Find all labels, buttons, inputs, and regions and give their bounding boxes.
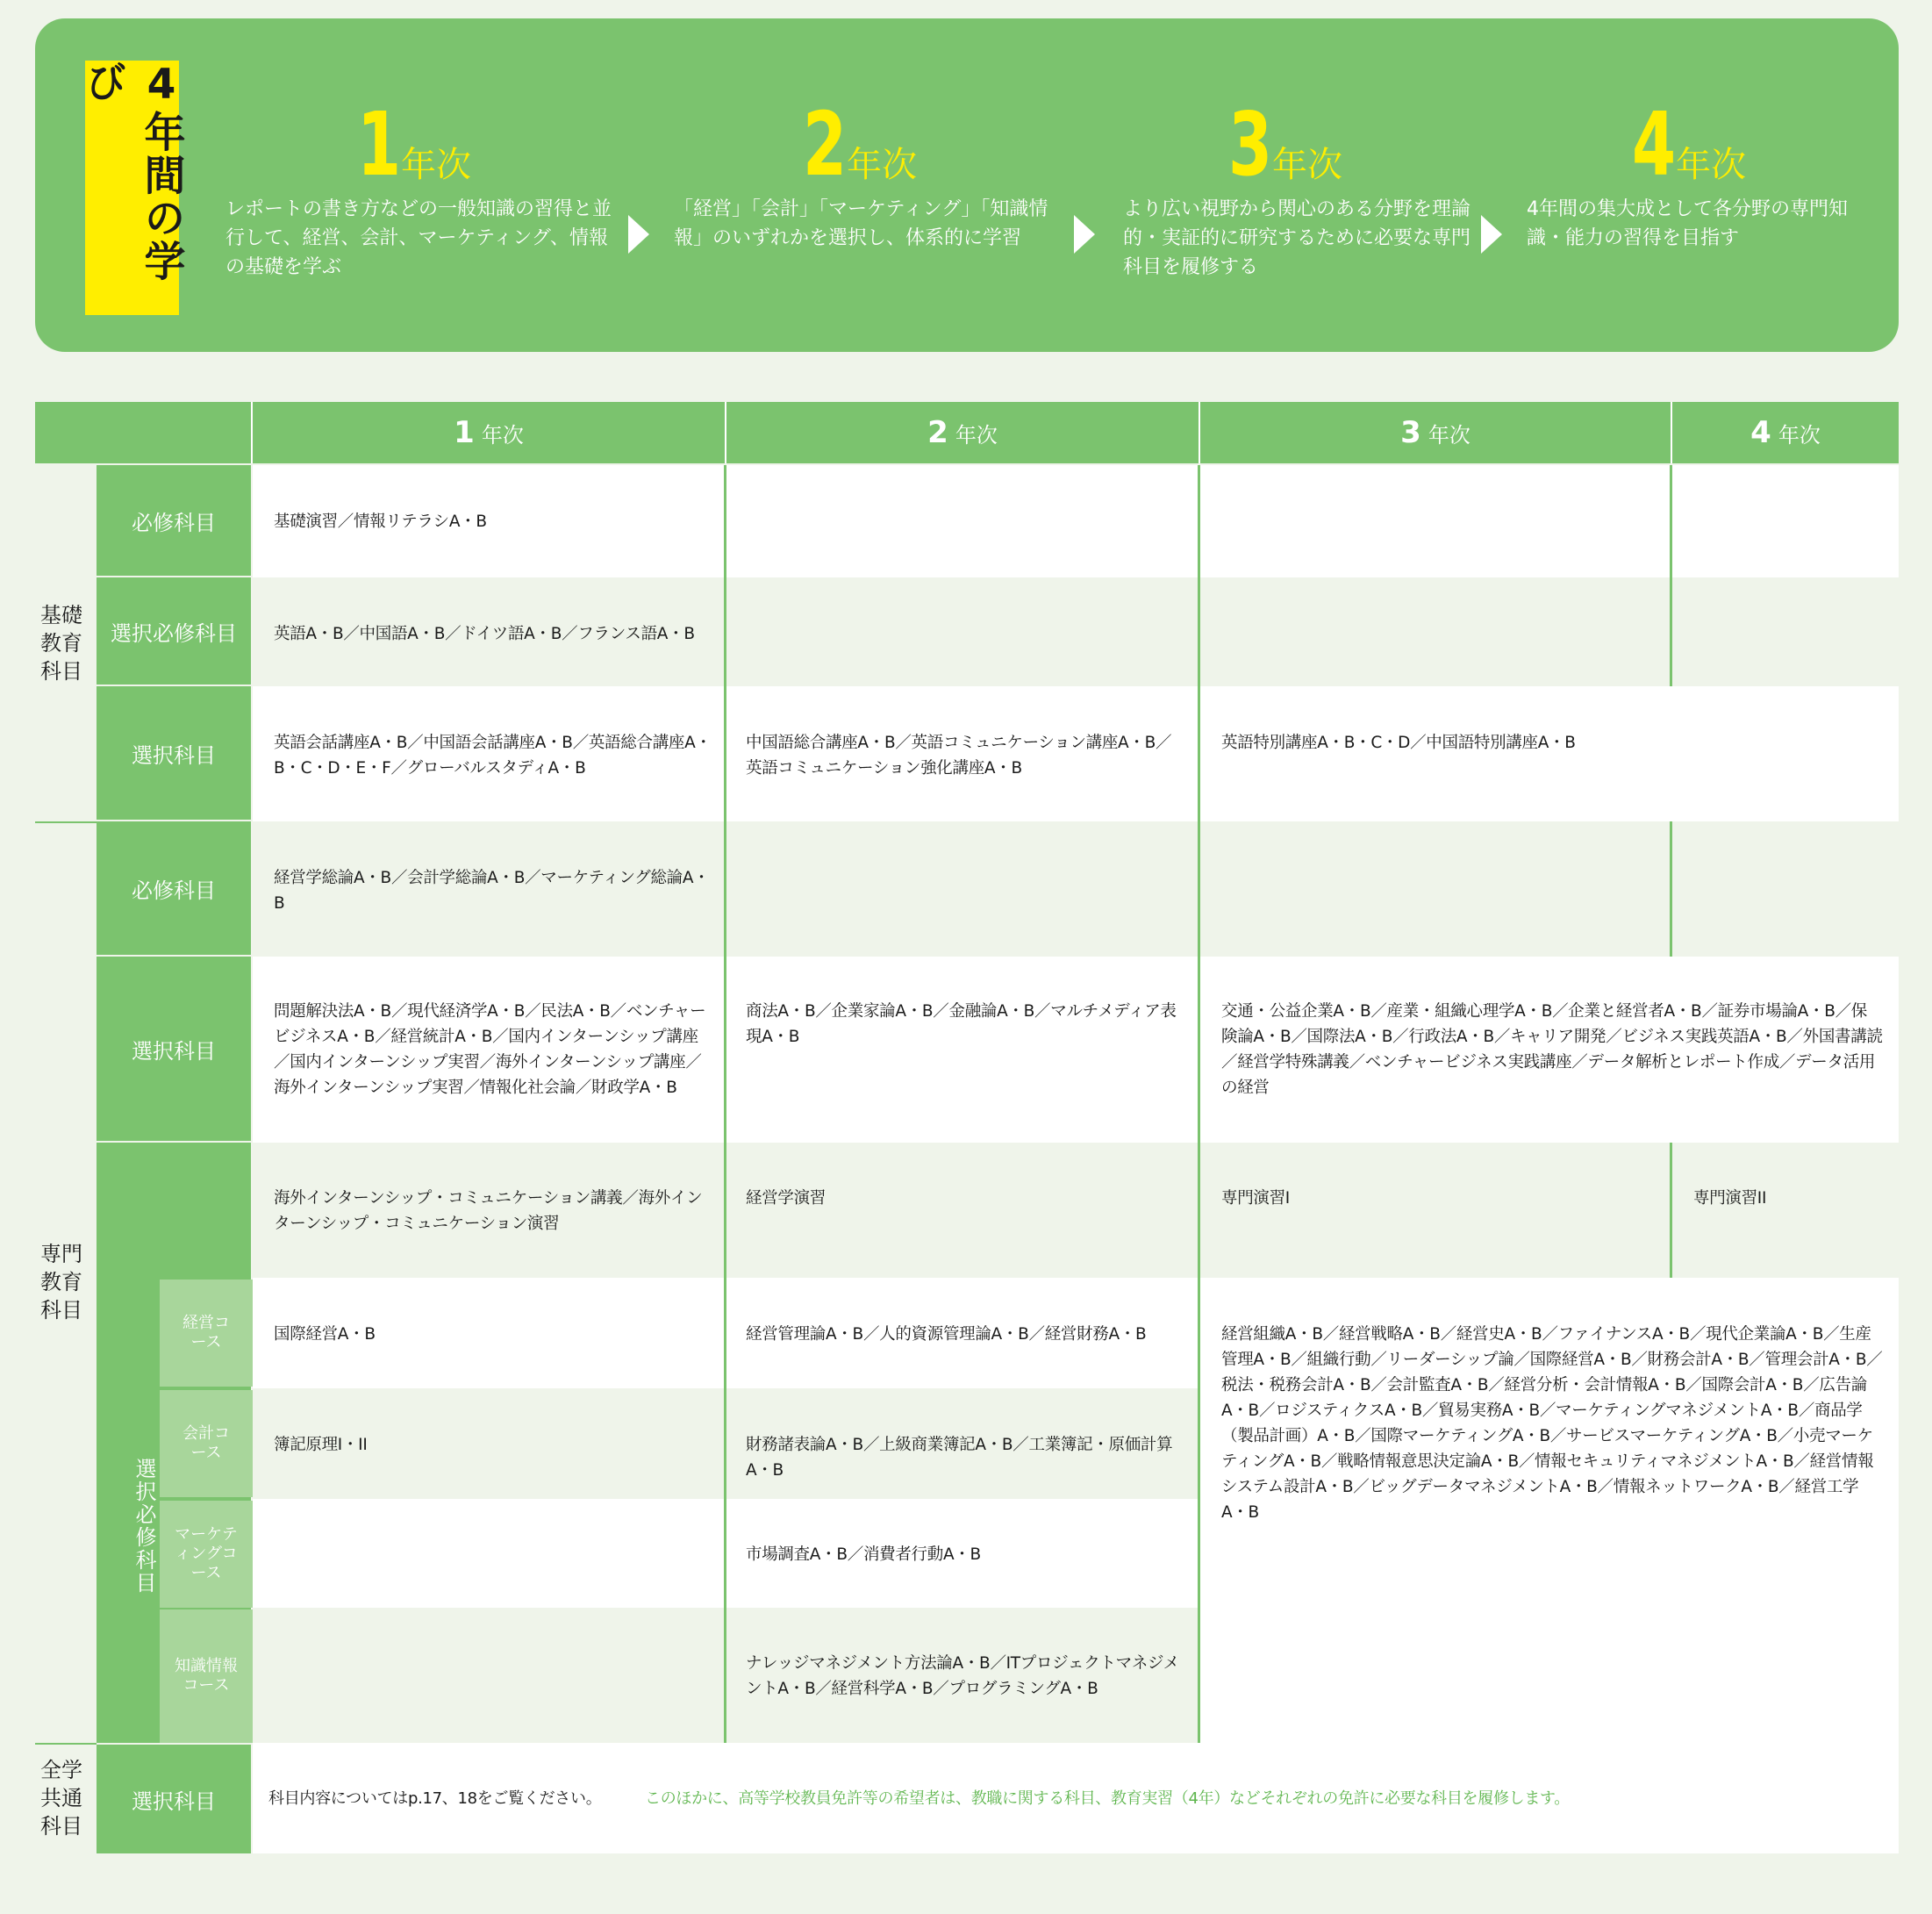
- course-list: 中国語総合講座A・B／英語コミュニケーション講座A・B／英語コミュニケーション強化講座A・B: [746, 734, 1172, 778]
- year-2-summary: [674, 93, 1051, 253]
- category-elective-required: 選択必修科目: [97, 577, 251, 685]
- course-list: ナレッジマネジメント方法論A・B／ITプロジェクトマネジメントA・B／経営科学A・B／プログラミングA・B: [746, 1654, 1179, 1698]
- year-label: 年次: [1676, 145, 1746, 185]
- category-elective-required-vertical: 選択必修科目: [132, 1458, 156, 1595]
- year-label: 年次: [847, 145, 917, 185]
- course-list: 英語特別講座A・B・C・D／中国語特別講座A・B: [1221, 734, 1576, 752]
- course-list: 経営学演習: [746, 1189, 826, 1208]
- header-year-3: 3 年次: [1400, 415, 1470, 450]
- course-management: 経営コース: [160, 1280, 253, 1387]
- group-basic-education: 基礎教育科目: [40, 603, 82, 684]
- course-list: 問題解決法A・B／現代経済学A・B／民法A・B／ベンチャービジネスA・B／経営統計A・B／国内インターンシップ講座／国内インターンシップ実習／海外インターンシップ講座／海外インターンシップ実習／情報化社会論／財政学A・B: [274, 1002, 706, 1097]
- year-number: 3: [1228, 93, 1273, 196]
- year-number: 4: [1632, 93, 1677, 196]
- teacher-license-note: このほかに、高等学校教員免許等の希望者は、教職に関する科目、教育実習（4年）などそれぞれの免許に必要な科目を履修します。: [645, 1789, 1571, 1808]
- category-elective: 選択科目: [97, 686, 251, 820]
- header-year-2: 2 年次: [927, 415, 998, 450]
- column-divider: [1670, 465, 1672, 686]
- common-elective-note: 科目内容についてはp.17、18をご覧ください。: [268, 1789, 602, 1808]
- group-specialized-education: 専門教育科目: [40, 1242, 82, 1323]
- course-list: 基礎演習／情報リテラシA・B: [274, 513, 487, 531]
- header-divider: [1199, 402, 1200, 463]
- header-year-4: 4 年次: [1750, 415, 1821, 450]
- course-list: 英語会話講座A・B／中国語会話講座A・B／英語総合講座A・B・C・D・E・F／グローバルスタディA・B: [274, 734, 712, 778]
- course-list: 専門演習II: [1693, 1189, 1767, 1208]
- year-number: 1: [357, 93, 402, 196]
- arrow-right-icon: [1481, 215, 1502, 254]
- category-required: 必修科目: [97, 465, 251, 576]
- column-divider: [1670, 821, 1672, 957]
- header-divider: [1671, 402, 1672, 463]
- column-divider: [724, 465, 726, 1743]
- year-4-summary: [1527, 93, 1869, 253]
- year-label: 年次: [1272, 145, 1342, 185]
- course-list: 英語A・B／中国語A・B／ドイツ語A・B／フランス語A・B: [274, 625, 695, 643]
- course-list: 交通・公益企業A・B／産業・組織心理学A・B／企業と経営者A・B／証券市場論A・B／保険論A・B／国際法A・B／行政法A・B／キャリア開発／ビジネス実践英語A・B／外国書講読／経営学特殊講義／ベンチャービジネス実践講座／データ解析とレポート作成／データ活用の経営: [1221, 1002, 1883, 1097]
- course-list: 市場調査A・B／消費者行動A・B: [746, 1545, 981, 1564]
- category-elective: 選択科目: [97, 1745, 251, 1853]
- course-list: 専門演習I: [1221, 1189, 1290, 1208]
- course-list: 商法A・B／企業家論A・B／金融論A・B／マルチメディア表現A・B: [746, 1002, 1177, 1046]
- header-year-1: 1 年次: [454, 415, 524, 450]
- year-1-summary: [225, 93, 612, 282]
- year-label: 年次: [401, 145, 471, 185]
- group-common-education: 全学共通科目: [40, 1758, 82, 1839]
- course-list: 経営学総論A・B／会計学総論A・B／マーケティング総論A・B: [274, 869, 710, 913]
- course-accounting: 会計コース: [160, 1390, 253, 1497]
- year-number: 2: [803, 93, 848, 196]
- year-description: レポートの書き方などの一般知識の習得と並行して、経営、会計、マーケティング、情報の基礎を学ぶ: [225, 198, 612, 278]
- course-list: 財務諸表論A・B／上級商業簿記A・B／工業簿記・原価計算A・B: [746, 1436, 1173, 1480]
- course-list: 経営管理論A・B／人的資源管理論A・B／経営財務A・B: [746, 1325, 1147, 1344]
- year-description: 「経営」「会計」「マーケティング」「知識情報」のいずれかを選択し、体系的に学習: [674, 198, 1048, 249]
- course-marketing: マーケティングコース: [160, 1501, 253, 1608]
- year-3-summary: [1123, 93, 1474, 282]
- category-required: 必修科目: [97, 821, 251, 955]
- course-list: 簿記原理I・II: [274, 1436, 368, 1454]
- header-divider: [251, 402, 253, 463]
- arrow-right-icon: [628, 215, 649, 254]
- year-description: より広い視野から関心のある分野を理論的・実証的に研究するために必要な専門科目を履修する: [1123, 198, 1471, 278]
- course-knowledge-information: 知識情報コース: [160, 1609, 253, 1743]
- course-list: 国際経営A・B: [274, 1325, 376, 1344]
- course-list: 海外インターンシップ・コミュニケーション講義／海外インターンシップ・コミュニケーション演習: [274, 1189, 703, 1233]
- header-divider: [725, 402, 726, 463]
- arrow-right-icon: [1074, 215, 1095, 254]
- four-year-learning-badge: 4年間の学び: [85, 61, 179, 315]
- column-divider: [1670, 1143, 1672, 1278]
- column-divider: [1198, 465, 1200, 1743]
- course-list: 経営組織A・B／経営戦略A・B／経営史A・B／ファイナンスA・B／現代企業論A・B／生産管理A・B／組織行動／リーダーシップ論／国際経営A・B／財務会計A・B／管理会計A・B／税法・税務会計A・B／会計監査A・B／経営分析・会計情報A・B／国際会計A・B／広告論A・B／ロジスティクスA・B／貿易実務A・B／マーケティングマネジメントA・B／商品学（製品計画）A・B／国際マーケティングA・B／サービスマーケティングA・B／小売マーケティングA・B／戦略情報意思決定論A・B／情報セキュリティマネジメントA・B／経営情報システム設計A・B／ビッグデータマネジメントA・B／情報ネットワークA・B／経営工学A・B: [1221, 1325, 1883, 1522]
- category-elective: 選択科目: [97, 957, 251, 1141]
- year-description: 4年間の集大成として各分野の専門知識・能力の習得を目指す: [1527, 198, 1848, 249]
